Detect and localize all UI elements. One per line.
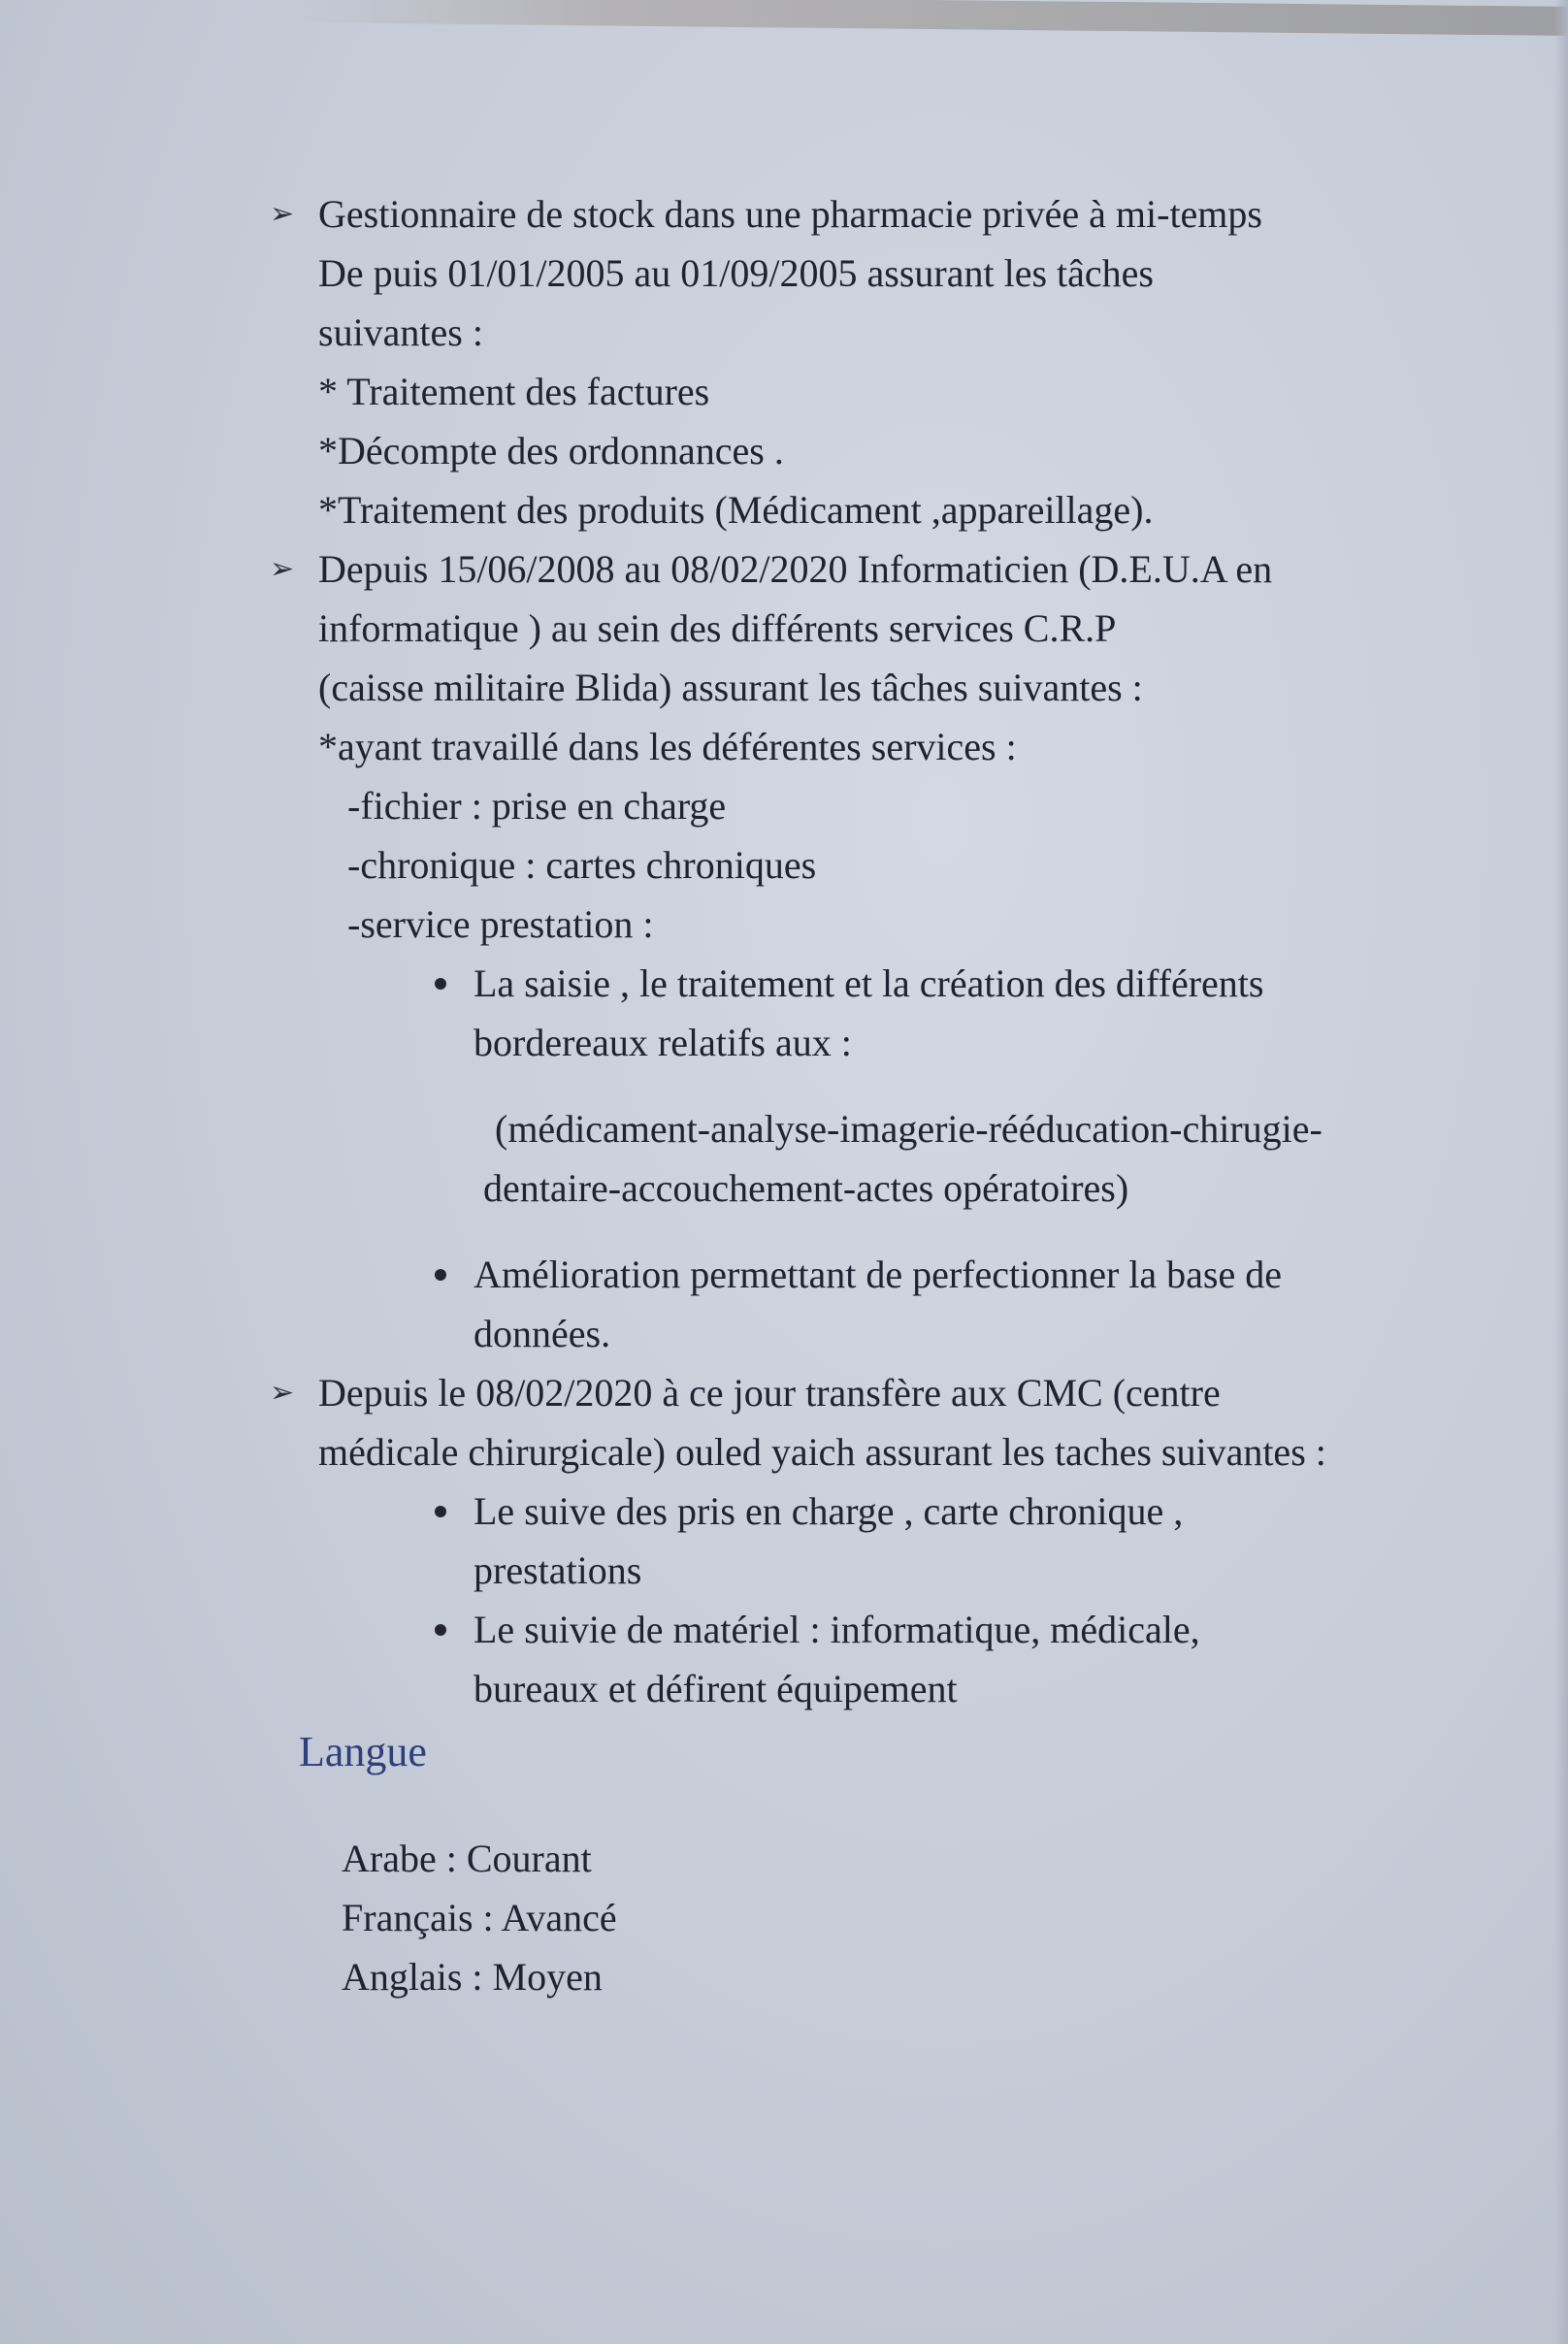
list-item-line: prestations	[474, 1548, 642, 1592]
dot-bullet-icon	[435, 978, 446, 990]
spacer	[262, 1072, 1523, 1099]
dot-bullet-icon	[435, 1624, 446, 1636]
page-right-edge	[1554, 0, 1568, 2344]
list-item	[262, 1245, 1523, 1363]
language-item: Français : Avancé	[342, 1896, 617, 1939]
entry-line: * Traitement des factures	[318, 370, 710, 413]
section-title-languages: Langue	[299, 1728, 427, 1775]
cv-content	[262, 184, 1523, 2006]
service-item: -fichier : prise en charge	[347, 784, 727, 828]
paren-line: dentaire-accouchement-actes opératoires)	[483, 1166, 1129, 1210]
list-item-line: données.	[474, 1312, 611, 1355]
entry-line: médicale chirurgicale) ouled yaich assurant les taches suivantes :	[318, 1430, 1326, 1474]
arrow-bullet-icon: ➢	[270, 197, 295, 231]
language-item: Anglais : Moyen	[342, 1955, 603, 1999]
arrow-bullet-icon: ➢	[270, 1376, 295, 1410]
entry-line: Depuis 15/06/2008 au 08/02/2020 Informaticien (D.E.U.A en	[318, 547, 1273, 591]
arrow-bullet-icon: ➢	[270, 552, 295, 586]
entry-line: suivantes :	[318, 310, 483, 354]
service-item: -service prestation :	[347, 902, 654, 946]
list-item-line: La saisie , le traitement et la création des différents	[474, 961, 1264, 1005]
dot-bullet-icon	[435, 1506, 446, 1517]
list-item-line: bureaux et défirent équipement	[474, 1667, 958, 1710]
spacer	[262, 1218, 1523, 1245]
experience-entry-crp	[262, 539, 1523, 776]
list-item-line: Amélioration permettant de perfectionner la base de	[474, 1253, 1282, 1296]
dot-bullet-icon	[435, 1269, 446, 1281]
entry-line: informatique ) au sein des différents services C.R.P	[318, 606, 1117, 650]
language-item: Arabe : Courant	[342, 1837, 592, 1880]
entry-line: (caisse militaire Blida) assurant les tâches suivantes :	[318, 666, 1143, 709]
experience-entry-cmc	[262, 1363, 1523, 1481]
entry-line: Depuis le 08/02/2020 à ce jour transfère aux CMC (centre	[318, 1371, 1221, 1415]
list-item	[262, 1481, 1523, 1600]
entry-line: *Décompte des ordonnances .	[318, 429, 784, 472]
list-item-line: Le suive des pris en charge , carte chronique ,	[474, 1489, 1184, 1533]
list-item-line: bordereaux relatifs aux :	[474, 1021, 852, 1064]
entry-line: *Traitement des produits (Médicament ,appareillage).	[318, 488, 1154, 532]
entry-line: De puis 01/01/2005 au 01/09/2005 assurant les tâches	[318, 251, 1154, 295]
service-item: -chronique : cartes chroniques	[347, 843, 817, 887]
entry-line: *ayant travaillé dans les déférentes services :	[318, 725, 1017, 768]
paren-line: (médicament-analyse-imagerie-rééducation-chirugie-	[495, 1107, 1323, 1151]
list-item	[262, 1600, 1523, 1718]
experience-entry-pharmacy	[262, 184, 1523, 539]
entry-line: Gestionnaire de stock dans une pharmacie privée à mi-temps	[318, 192, 1262, 236]
language-list	[342, 1829, 1523, 2006]
list-item	[262, 954, 1523, 1072]
list-item-line: Le suivie de matériel : informatique, médicale,	[474, 1608, 1200, 1651]
